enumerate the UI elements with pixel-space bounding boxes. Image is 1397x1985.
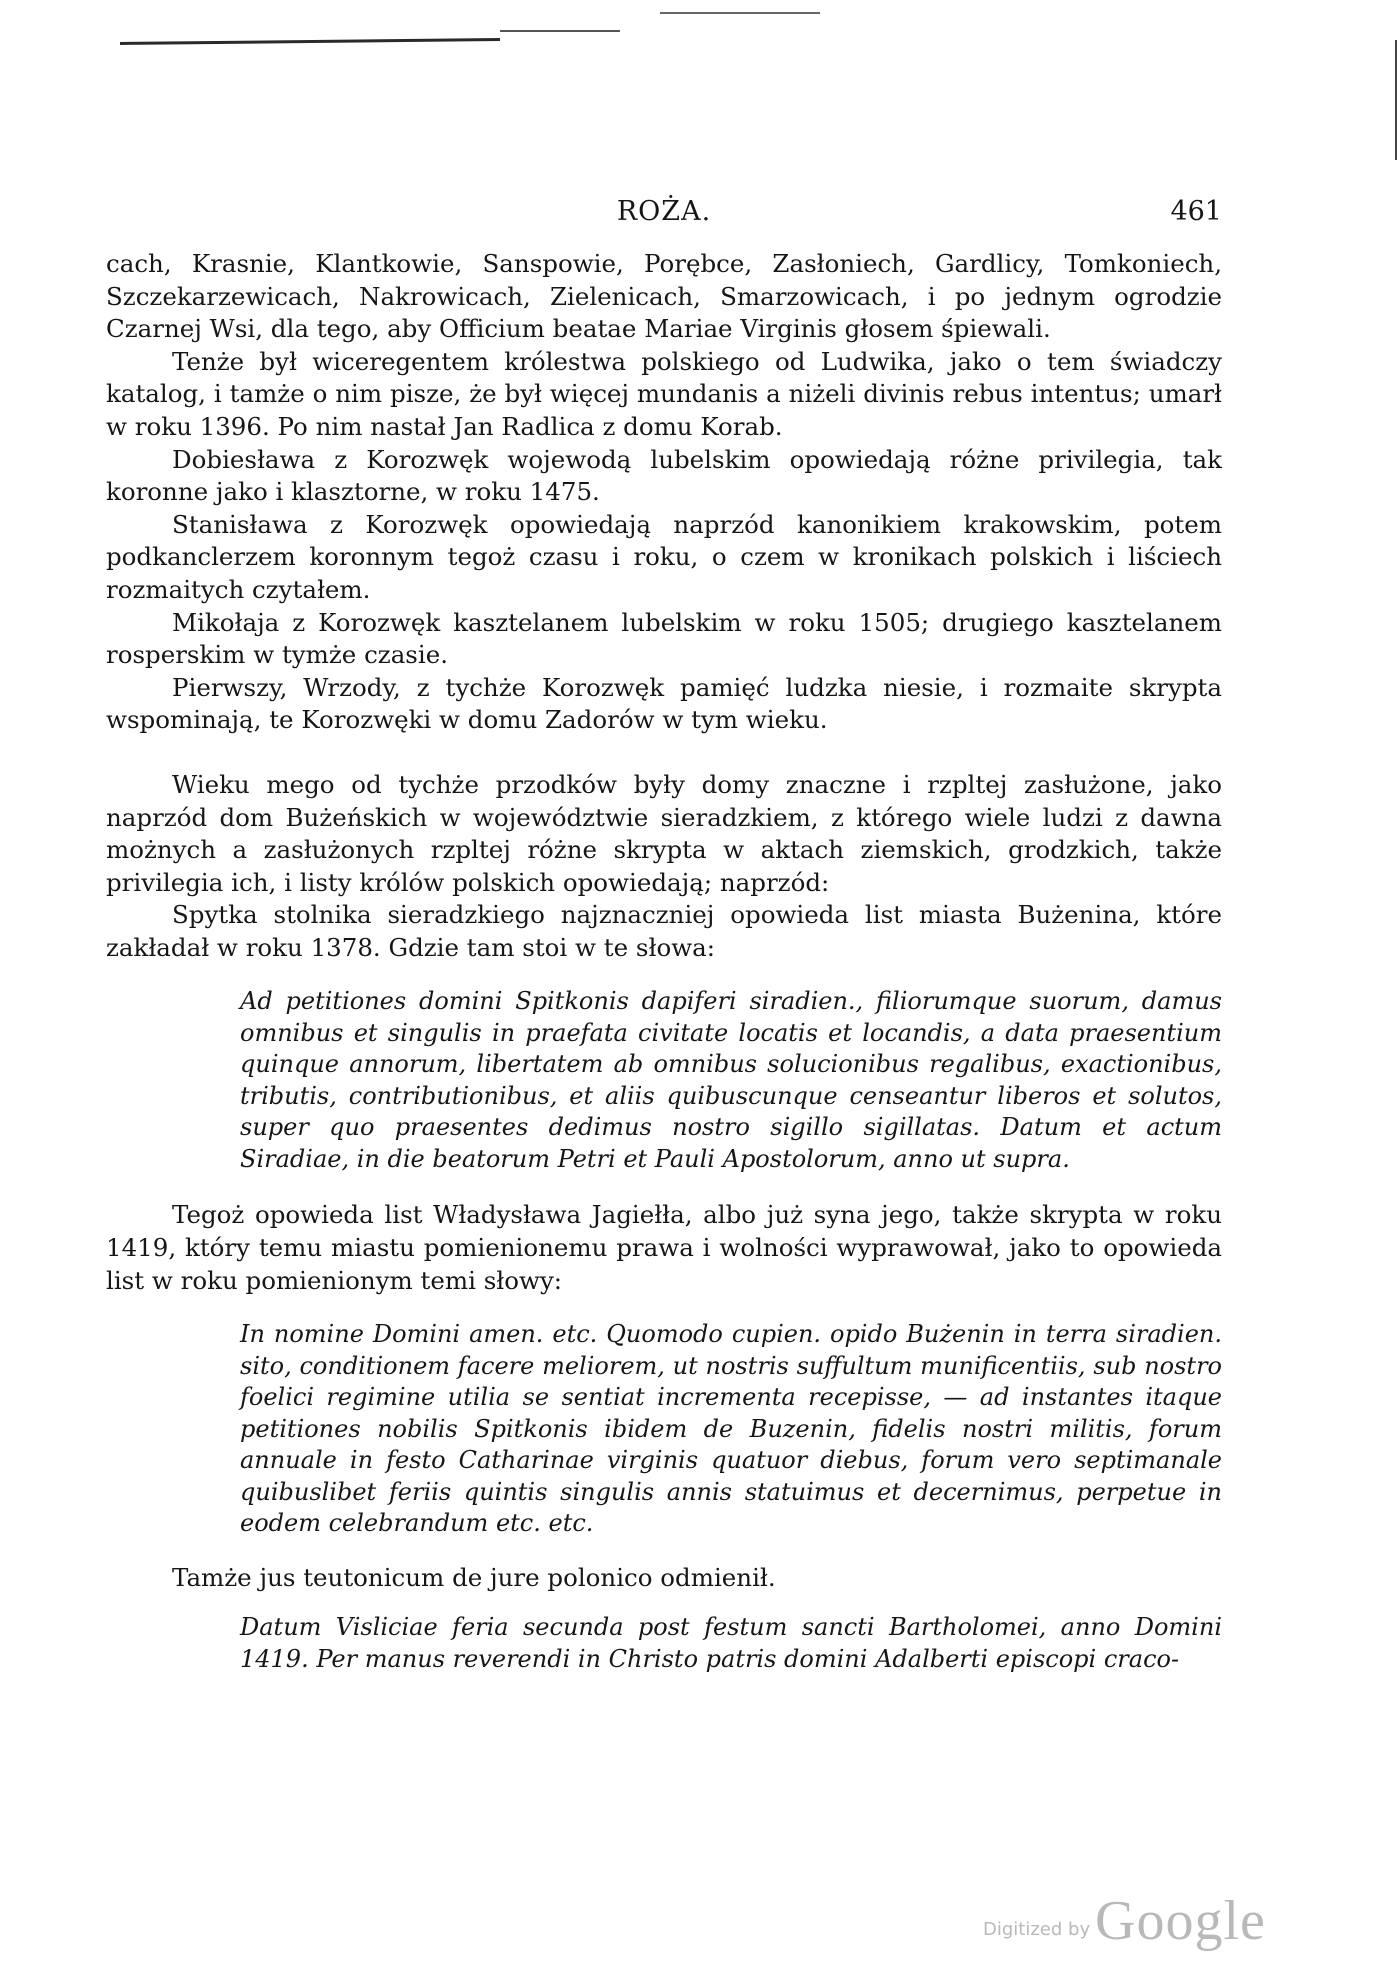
watermark-prefix: Digitized by [983,1919,1091,1940]
paragraph: Pierwszy, Wrzody, z tychże Korozwęk pamięć ludzka niesie, i rozmaite skrypta wspominają, te Korozwęki w domu Zadorów w tym wieku. [106,672,1222,735]
latin-quotation: Ad petitiones domini Spitkonis dapiferi siradien., filiorumque suorum, damus omnibus et singulis in praefata civitate locatis et locandis, a data praesentium quinque annorum, libertatem ab omnibus solucionibus regalibus, exactionibus, tributis, contributionibus, et aliis quibuscunque censeantur liberos et solutos, super quo praesentes dedimus nostro sigillo sigillatas. Datum et actum Siradiae, in die beatorum Petri et Pauli Apostolorum, anno ut supra. [240,987,1222,1173]
paragraph: Tenże był wiceregentem królestwa polskiego od Ludwika, jako o tem świadczy katalog, i tamże o nim pisze, że był więcej mundanis a niżeli divinis rebus intentus; umarł w roku 1396. Po nim nastał Jan Radlica z domu Korab. [106,346,1222,441]
page-number: 461 [1170,196,1222,227]
scan-artifact-rule [500,30,620,32]
paragraph: Dobiesława z Korozwęk wojewodą lubelskim opowiedają różne privilegia, tak koronne jako i klasztorne, w roku 1475. [106,444,1222,507]
running-title: ROŻA. [616,196,712,227]
paragraph: Wieku mego od tychże przodków były domy znaczne i rzpltej zasłużone, jako naprzód dom Bużeńskich w województwie sieradzkiem, z którego wiele ludzi z dawna możnych a zasłużonych rzpltej różne skrypta w aktach ziemskich, grodzkich, także privilegia ich, i listy królów polskich opowiedają; naprzód: [106,769,1222,897]
google-logo: Google [1095,1890,1266,1952]
digitization-watermark [983,1890,1266,1955]
scan-artifact-rule [120,38,500,45]
paragraph: Tegoż opowieda list Władysława Jagiełła, albo już syna jego, także skrypta w roku 1419, który temu miastu pomienionemu prawa i wolności wyprawował, jako to opowieda list w roku pomienionym temi słowy: [106,1200,1222,1295]
paragraph: Mikołaja z Korozwęk kasztelanem lubelskim w roku 1505; drugiego kasztelanem rosperskim w tymże czasie. [106,607,1222,670]
latin-quotation: In nomine Domini amen. etc. Quomodo cupien. opido Bużenin in terra siradien. sito, conditionem facere meliorem, ut nostris suffultum munificentiis, sub nostro foelici regimine utilia se sentiat incrementa recepisse, — ad instantes itaque petitiones nobilis Spitkonis ibidem de Buzenin, fidelis nostri militis, forum annuale in festo Catharinae virginis quatuor diebus, forum vero septimanale quibuslibet feriis quintis singulis annis statuimus et decernimus, perpetue in eodem celebrandum etc. etc. [240,1320,1222,1538]
paragraph: cach, Krasnie, Klantkowie, Sanspowie, Porębce, Zasłoniech, Gardlicy, Tomkoniech, Szczekarzewicach, Nakrowicach, Zielenicach, Smarzowicach, i po jednym ogrodzie Czarnej Wsi, dla tego, aby Officium beatae Mariae Virginis głosem śpiewali. [106,249,1222,344]
paragraph: Tamże jus teutonicum de jure polonico odmienił. [172,1562,776,1592]
running-head [106,196,1222,236]
paragraph: Stanisława z Korozwęk opowiedają naprzód kanonikiem krakowskim, potem podkanclerzem koronnym tegoż czasu i roku, o czem w kronikach polskich i liściech rozmaitych czytałem. [106,509,1222,604]
page-body [106,248,1222,1675]
scan-artifact-rule [660,12,820,14]
paragraph: Spytka stolnika sieradzkiego najznaczniej opowieda list miasta Bużenina, które zakładał w roku 1378. Gdzie tam stoi w te słowa: [106,900,1222,962]
latin-quotation: Datum Visliciae feria secunda post festum sancti Bartholomei, anno Domini 1419. Per manus reverendi in Christo patris domini Adalberti episcopi craco- [240,1613,1222,1673]
